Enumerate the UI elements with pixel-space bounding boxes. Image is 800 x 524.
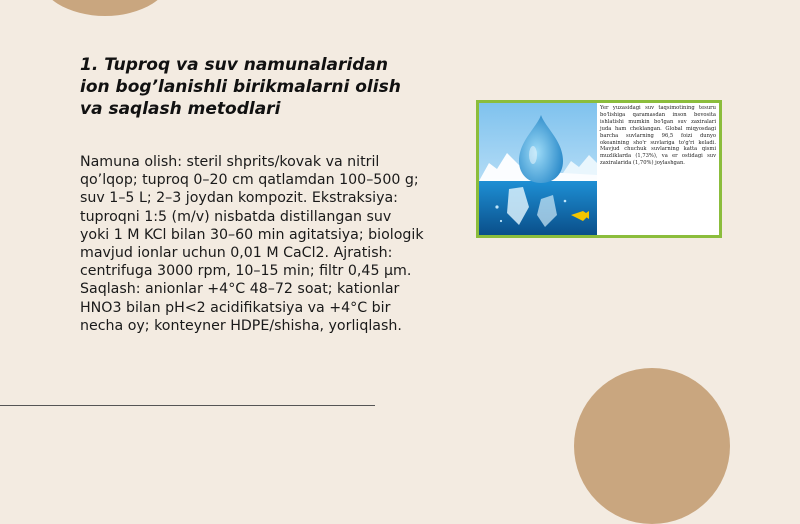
decorative-circle-top bbox=[38, 0, 172, 16]
decorative-circle-bottom bbox=[574, 368, 730, 524]
figure-caption-text: Yer yuzasidagi suv taqsimotining tesuru bo'lishiga qaramasdan inson bevosita ishlatishi mumkin bo'lgan suv zaxiralari juda ham cheklangan. Global miqyosdagi barcha suvlarning 96,5 foizi dunyo okeanining sho'r suvlariga to'g'ri keladi. Mavjud chuchuk suvlarning katta qismi muzliklarda (1,73%), va er ostidagi suv zaxiralarida (1,70%) joylashgan. bbox=[600, 105, 716, 167]
water-illustration bbox=[479, 103, 597, 235]
slide-title: 1. Tuproq va suv namunalaridan ion bog’lanishli birikmalarni olish va saqlash metodlari bbox=[80, 55, 401, 119]
figure-content bbox=[479, 103, 719, 235]
divider-line bbox=[0, 405, 375, 406]
figure-frame bbox=[476, 100, 722, 238]
slide-body-text: Namuna olish: steril shprits/kovak va nitril qo’lqop; tuproq 0–20 cm qatlamdan 100–500 g; suv 1–5 L; 2–3 joydan kompozit. Ekstraksiya: tuproqni 1:5 (m/v) nisbatda distillangan suv yoki 1 M KCl bilan 30–60 min agitatsiya; biologik mavjud ionlar uchun 0,01 M CaCl2. Ajratish: centrifuga 3000 rpm, 10–15 min; filtr 0,45 µm. Saqlash: anionlar +4°C 48–72 soat; kationlar HNO3 bilan pH<2 acidifikatsiya va +4°C bir necha oy; konteyner HDPE/shisha, yorliqlash. bbox=[80, 154, 424, 334]
